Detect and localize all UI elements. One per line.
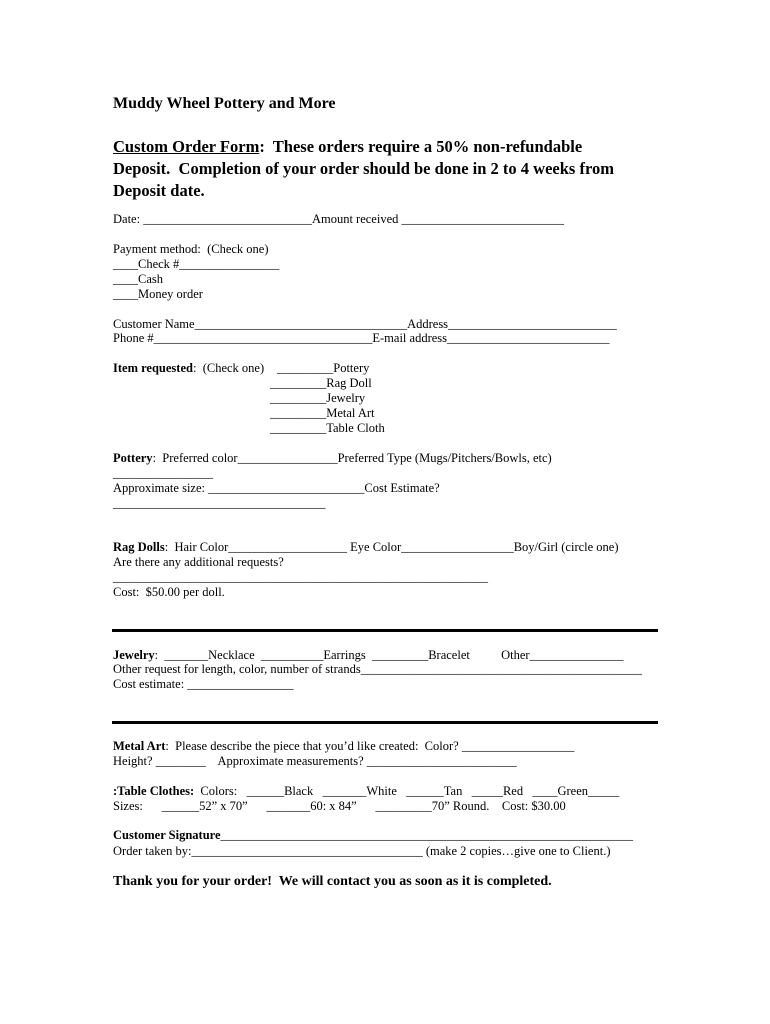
rag-dolls-colors[interactable]: : Hair Color___________________ Eye Color__________________Boy/Girl (circle one) (164, 540, 619, 554)
section-divider (112, 629, 658, 632)
rag-dolls-cost: Cost: $50.00 per doll. (113, 585, 225, 599)
metal-art-label: Metal Art (113, 739, 166, 753)
rag-dolls-requests: Are there any additional requests? (113, 555, 284, 569)
table-clothes-color-options[interactable]: Colors: ______Black _______White ______Tan _____Red ____Green_____ (194, 784, 620, 798)
form-heading-line-2: Deposit. Completion of your order should be done in 2 to 4 weeks from (113, 159, 614, 178)
payment-method-title: Payment method: (Check one) (113, 242, 269, 256)
customer-name-line[interactable]: Customer Name__________________________________Address___________________________ (113, 317, 617, 331)
payment-option-cash[interactable]: ____Cash (113, 272, 163, 286)
rag-dolls-line-1[interactable] (113, 540, 619, 555)
customer-signature-label: Customer Signature (113, 828, 221, 842)
metal-art-line-1[interactable] (113, 739, 574, 754)
jewelry-label: Jewelry (113, 648, 155, 662)
pottery-size-estimate[interactable]: Approximate size: _________________________Cost Estimate? (113, 481, 440, 495)
jewelry-line-1[interactable] (113, 648, 623, 663)
rag-dolls-request-field[interactable]: ____________________________________________________________ (113, 570, 488, 584)
heading-rest: : These orders require a 50% non-refundable (259, 137, 583, 156)
item-option-pottery[interactable]: _________Pottery (277, 361, 370, 375)
payment-option-check[interactable]: ____Check #________________ (113, 257, 280, 271)
order-taken-by[interactable]: Order taken by:_____________________________________ (make 2 copies…give one to Client.) (113, 844, 611, 858)
jewelry-options[interactable]: : _______Necklace __________Earrings _________Bracelet Other_______________ (154, 648, 624, 662)
rag-dolls-label: Rag Dolls (113, 540, 165, 554)
payment-option-money-order[interactable]: ____Money order (113, 287, 203, 301)
pottery-line-4[interactable]: __________________________________ (113, 496, 326, 510)
form-heading-line-3: Deposit date. (113, 181, 205, 200)
table-clothes-colors[interactable] (113, 784, 619, 799)
item-option-metal-art[interactable]: _________Metal Art (270, 406, 375, 420)
customer-signature-line[interactable] (113, 828, 633, 843)
item-option-rag-doll[interactable]: _________Rag Doll (270, 376, 372, 390)
item-check-note: : (Check one) (192, 361, 265, 375)
jewelry-cost-estimate[interactable]: Cost estimate: _________________ (113, 677, 294, 691)
table-clothes-label: :Table Clothes: (113, 784, 195, 798)
item-option-jewelry[interactable]: _________Jewelry (270, 391, 366, 405)
pottery-line-2[interactable]: ________________ (113, 466, 213, 480)
phone-email-line[interactable]: Phone #___________________________________E-mail address__________________________ (113, 331, 610, 345)
table-clothes-sizes[interactable]: Sizes: ______52” x 70” _______60: x 84” _________70” Round. Cost: $30.00 (113, 799, 566, 813)
pottery-label: Pottery (113, 451, 153, 465)
customer-signature-field[interactable]: __________________________________________________________________ (220, 828, 634, 842)
form-title: Custom Order Form (113, 137, 260, 156)
item-option-table-cloth[interactable]: _________Table Cloth (270, 421, 385, 435)
metal-art-measurements[interactable]: Height? ________ Approximate measurements? ________________________ (113, 754, 517, 768)
jewelry-other-request[interactable]: Other request for length, color, number of strands_____________________________________________ (113, 662, 642, 676)
section-divider (112, 721, 658, 724)
item-requested-label: Item requested (113, 361, 193, 375)
metal-art-description[interactable]: : Please describe the piece that you’d like created: Color? __________________ (165, 739, 575, 753)
business-name: Muddy Wheel Pottery and More (113, 95, 336, 112)
pottery-line-1[interactable] (113, 451, 552, 466)
date-amount-line[interactable]: Date: ___________________________Amount received __________________________ (113, 212, 564, 226)
form-heading-line-1 (113, 136, 582, 158)
thank-you-message: Thank you for your order! We will contact you as soon as it is completed. (113, 874, 552, 889)
item-requested-line (113, 361, 264, 376)
pottery-color-type[interactable]: : Preferred color________________Preferred Type (Mugs/Pitchers/Bowls, etc) (152, 451, 552, 465)
